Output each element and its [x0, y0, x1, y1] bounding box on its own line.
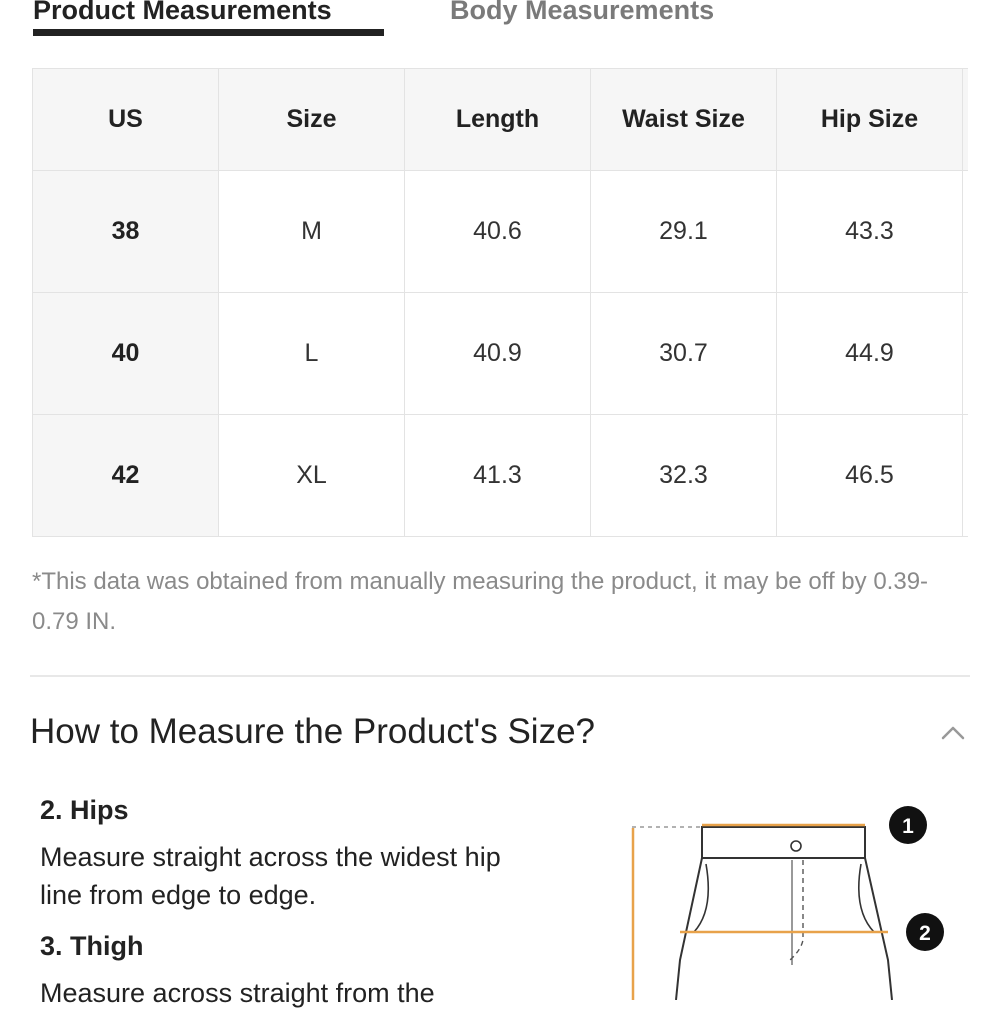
cell-overflow	[963, 171, 969, 293]
header-waist-size: Waist Size	[591, 69, 777, 171]
chevron-up-icon[interactable]	[938, 718, 968, 748]
skirt-measurement-diagram	[620, 800, 960, 1000]
cell-hip: 46.5	[777, 415, 963, 537]
step-text-thigh: Measure across straight from the	[40, 978, 435, 1008]
cell-size: XL	[219, 415, 405, 537]
header-overflow	[963, 69, 969, 171]
header-us: US	[33, 69, 219, 171]
cell-length: 41.3	[405, 415, 591, 537]
button-icon	[791, 841, 801, 851]
section-divider	[30, 675, 970, 677]
step-text-hips: Measure straight across the widest hip line from edge to edge.	[40, 842, 501, 910]
cell-us: 38	[33, 171, 219, 293]
cell-length: 40.9	[405, 293, 591, 415]
table-header-row	[33, 69, 969, 171]
cell-hip: 43.3	[777, 171, 963, 293]
cell-waist: 29.1	[591, 171, 777, 293]
step-title-hips: 2. Hips	[40, 795, 129, 825]
tab-product-measurements[interactable]: Product Measurements	[33, 0, 332, 25]
measurement-tabs	[0, 0, 1000, 40]
step-title-thigh: 3. Thigh	[40, 931, 144, 961]
svg-text:1: 1	[902, 815, 914, 838]
table-row	[33, 171, 969, 293]
header-hip-size: Hip Size	[777, 69, 963, 171]
header-length: Length	[405, 69, 591, 171]
table-row	[33, 415, 969, 537]
cell-waist: 30.7	[591, 293, 777, 415]
badge-1-icon	[889, 806, 927, 844]
cell-hip: 44.9	[777, 293, 963, 415]
svg-text:2: 2	[919, 922, 931, 945]
how-to-measure-title: How to Measure the Product's Size?	[30, 712, 596, 751]
cell-overflow	[963, 415, 969, 537]
size-table-container[interactable]	[32, 68, 968, 538]
tab-body-measurements[interactable]: Body Measurements	[450, 0, 715, 25]
table-row	[33, 293, 969, 415]
cell-size: L	[219, 293, 405, 415]
cell-size: M	[219, 171, 405, 293]
size-table	[32, 68, 968, 537]
cell-us: 40	[33, 293, 219, 415]
cell-overflow	[963, 293, 969, 415]
badge-2-icon	[906, 913, 944, 951]
cell-us: 42	[33, 415, 219, 537]
cell-length: 40.6	[405, 171, 591, 293]
waistband-outline	[702, 827, 865, 858]
header-size: Size	[219, 69, 405, 171]
measurement-disclaimer: *This data was obtained from manually measuring the product, it may be off by 0.39-0.79 IN.	[32, 568, 929, 635]
cell-waist: 32.3	[591, 415, 777, 537]
active-tab-indicator	[33, 29, 384, 36]
